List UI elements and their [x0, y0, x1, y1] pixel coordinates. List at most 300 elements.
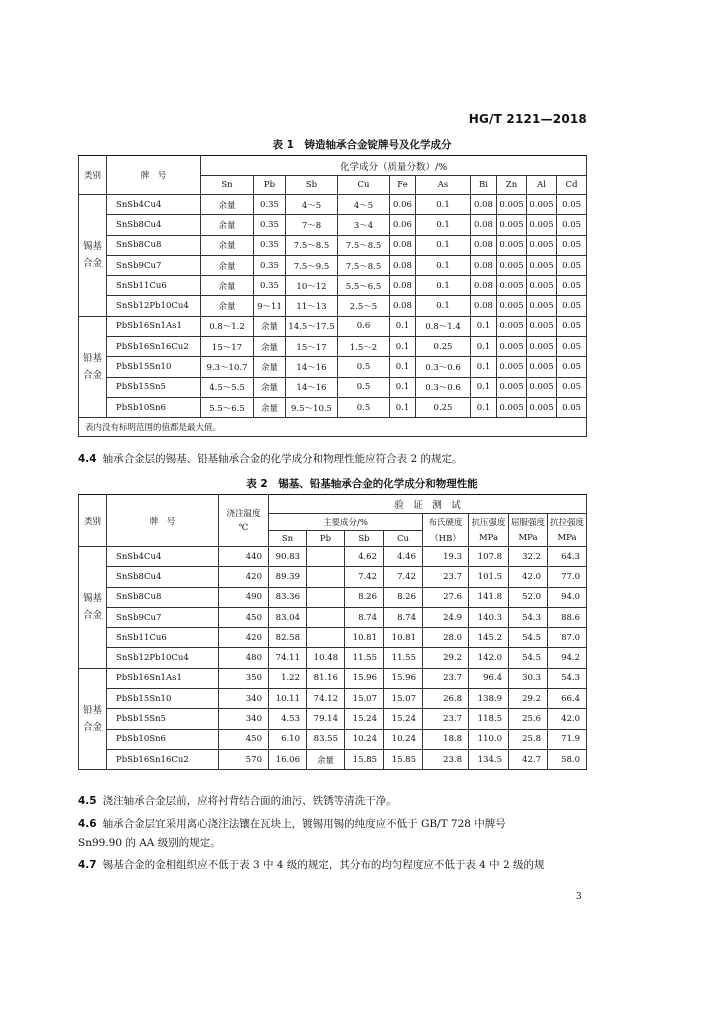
page-number: 3 — [576, 892, 582, 902]
t1-cell: 0.08 — [471, 215, 497, 235]
t1-cell: 0.08 — [471, 296, 497, 316]
table-row — [79, 377, 587, 397]
t1-cell: 15～17 — [286, 337, 338, 357]
table-row — [79, 397, 587, 417]
t2-cell: 340 — [219, 709, 269, 729]
t2-cell: 340 — [219, 689, 269, 709]
table-row — [79, 689, 587, 709]
t1-head-element: Cu — [338, 176, 390, 195]
t1-cell: 余量 — [201, 235, 254, 255]
t1-cell: 余量 — [254, 377, 286, 397]
t1-cell: 7.5～9.5 — [286, 255, 338, 275]
t2-head-element: Pb — [307, 531, 345, 547]
t1-cell: 14.5～17.5 — [286, 316, 338, 336]
section-number: 4.4 — [78, 453, 97, 465]
t2-cell: 64.3 — [548, 547, 587, 567]
t1-cell: 0.005 — [497, 316, 527, 336]
t2-cell: 16.06 — [269, 749, 307, 769]
t1-cell: 0.05 — [557, 276, 587, 296]
t2-cell: 28.0 — [423, 628, 469, 648]
t1-cell: 4～5 — [286, 195, 338, 215]
t1-grade: SnSb8Cu4 — [107, 215, 201, 235]
t2-cell: 23.7 — [423, 709, 469, 729]
t2-head-temp-unit: ℃ — [238, 522, 249, 533]
table-row — [79, 709, 587, 729]
t2-cell: 58.0 — [548, 749, 587, 769]
t2-cell: 142.0 — [469, 648, 509, 668]
t1-cell: 0.005 — [497, 377, 527, 397]
t2-cell: 42.0 — [509, 567, 548, 587]
t1-cell: 0.35 — [254, 276, 286, 296]
category-line: 铅基 — [82, 705, 102, 717]
t1-head-category: 类别 — [79, 156, 107, 195]
t2-cell: 101.5 — [469, 567, 509, 587]
t2-cell: 54.5 — [509, 648, 548, 668]
t1-cell: 0.6 — [338, 316, 390, 336]
t1-cell: 0.06 — [390, 195, 416, 215]
t2-cell: 7.42 — [345, 567, 384, 587]
t1-grade: PbSb15Sn10 — [107, 357, 201, 377]
t2-cell: 54.5 — [509, 628, 548, 648]
t2-cell: 23.7 — [423, 567, 469, 587]
t1-cell: 0.08 — [390, 296, 416, 316]
t1-cell: 14～16 — [286, 377, 338, 397]
t2-cell: 11.55 — [345, 648, 384, 668]
t1-grade: SnSb12Pb10Cu4 — [107, 296, 201, 316]
section-4-6-cont — [78, 835, 221, 850]
t2-cell: 23.7 — [423, 668, 469, 688]
table-row — [79, 587, 587, 607]
t1-cell: 余量 — [201, 276, 254, 296]
t1-cell: 0.005 — [497, 255, 527, 275]
t1-cell: 0.005 — [497, 215, 527, 235]
t2-cell: 15.07 — [384, 689, 423, 709]
t1-cell: 0.005 — [497, 397, 527, 417]
t1-cell: 0.35 — [254, 255, 286, 275]
t1-cell: 0.3～0.6 — [416, 357, 471, 377]
t2-cell: 4.62 — [345, 547, 384, 567]
t2-cell: 140.3 — [469, 607, 509, 627]
t2-cell: 8.74 — [345, 607, 384, 627]
t2-cell: 23.8 — [423, 749, 469, 769]
table-row — [79, 357, 587, 377]
t1-grade: PbSb10Sn6 — [107, 397, 201, 417]
table-row — [79, 729, 587, 749]
t2-cell: 15.24 — [384, 709, 423, 729]
section-4-6 — [78, 816, 506, 831]
t2-cell: 10.81 — [345, 628, 384, 648]
t1-cell: 0.05 — [557, 397, 587, 417]
t2-cell — [307, 567, 345, 587]
t2-cell: 7.42 — [384, 567, 423, 587]
t1-cell: 4～5 — [338, 195, 390, 215]
t1-cell: 14～16 — [286, 357, 338, 377]
t2-grade: SnSb12Pb10Cu4 — [107, 648, 219, 668]
t2-cell: 4.46 — [384, 547, 423, 567]
t2-cell: 82.58 — [269, 628, 307, 648]
t1-cell: 0.08 — [390, 255, 416, 275]
t1-cell: 4.5～5.5 — [201, 377, 254, 397]
t1-cell: 0.005 — [497, 276, 527, 296]
t2-cell: 87.0 — [548, 628, 587, 648]
t2-cell: 134.5 — [469, 749, 509, 769]
section-text: 轴承合金层宜采用离心浇注法镶在瓦块上，镀锡用锡的纯度应不低于 GB/T 728 中牌号 — [102, 818, 506, 830]
table-row — [79, 195, 587, 215]
t2-head-yield: 屈服强度 — [509, 514, 548, 531]
t1-head-element: Al — [527, 176, 557, 195]
table1 — [78, 155, 587, 437]
t2-cell: 420 — [219, 567, 269, 587]
t1-cell: 余量 — [201, 195, 254, 215]
t1-cell: 余量 — [254, 316, 286, 336]
t1-head-element: As — [416, 176, 471, 195]
section-4-7 — [78, 857, 545, 872]
t2-head-mpa: MPa — [548, 531, 587, 547]
table-row — [79, 668, 587, 688]
t1-grade: SnSb11Cu6 — [107, 276, 201, 296]
t1-cell: 余量 — [201, 296, 254, 316]
t2-head-hardness: 布氏硬度 — [423, 514, 469, 531]
t1-grade: PbSb16Sn16Cu2 — [107, 337, 201, 357]
t2-cell: 89.39 — [269, 567, 307, 587]
t2-cell: 42.0 — [548, 709, 587, 729]
t2-cell: 480 — [219, 648, 269, 668]
t2-cell: 1.22 — [269, 668, 307, 688]
t2-cell: 15.85 — [345, 749, 384, 769]
t1-cell: 1.5～2 — [338, 337, 390, 357]
t1-cell: 0.005 — [497, 337, 527, 357]
standard-code: HG/T 2121—2018 — [468, 112, 587, 126]
t2-cell — [307, 587, 345, 607]
t1-cell: 0.1 — [390, 377, 416, 397]
t2-cell: 94.2 — [548, 648, 587, 668]
t2-cell: 15.96 — [345, 668, 384, 688]
t2-grade: PbSb10Sn6 — [107, 729, 219, 749]
t2-grade: SnSb9Cu7 — [107, 607, 219, 627]
t2-cell — [307, 628, 345, 648]
t1-cell: 余量 — [254, 337, 286, 357]
t2-grade: PbSb16Sn1As1 — [107, 668, 219, 688]
t2-head-grade: 牌 号 — [107, 495, 219, 547]
t1-head-composition: 化学成分（质量分数）/% — [201, 156, 587, 176]
t2-cell: 25.8 — [509, 729, 548, 749]
t2-cell: 8.26 — [384, 587, 423, 607]
t1-cell: 0.005 — [527, 357, 557, 377]
t1-cell: 0.005 — [527, 377, 557, 397]
t2-cell: 81.16 — [307, 668, 345, 688]
table2 — [78, 494, 587, 770]
t1-cell: 0.05 — [557, 255, 587, 275]
table-row — [79, 749, 587, 769]
t1-cell: 11～13 — [286, 296, 338, 316]
t1-cell: 0.05 — [557, 357, 587, 377]
t1-cell: 余量 — [254, 397, 286, 417]
t2-cell: 83.04 — [269, 607, 307, 627]
t2-cell: 54.3 — [509, 607, 548, 627]
t1-grade: SnSb9Cu7 — [107, 255, 201, 275]
t1-cell: 0.35 — [254, 195, 286, 215]
t2-grade: SnSb8Cu8 — [107, 587, 219, 607]
table-row — [79, 255, 587, 275]
t2-cell: 145.2 — [469, 628, 509, 648]
t1-cell: 9.5～10.5 — [286, 397, 338, 417]
t1-cell: 余量 — [254, 357, 286, 377]
t2-cell: 570 — [219, 749, 269, 769]
t1-category — [79, 195, 107, 317]
t2-cell: 18.8 — [423, 729, 469, 749]
t2-cell: 77.0 — [548, 567, 587, 587]
t1-cell: 0.1 — [390, 337, 416, 357]
t2-category — [79, 668, 107, 769]
t1-cell: 0.005 — [497, 357, 527, 377]
t2-cell: 450 — [219, 729, 269, 749]
t1-cell: 0.35 — [254, 235, 286, 255]
t2-cell — [307, 607, 345, 627]
t2-grade: SnSb11Cu6 — [107, 628, 219, 648]
table-row — [79, 547, 587, 567]
t2-head-temp — [219, 495, 269, 547]
t1-cell: 0.05 — [557, 337, 587, 357]
t1-cell: 7.5～8.5 — [338, 235, 390, 255]
t1-cell: 0.08 — [471, 276, 497, 296]
t2-head-mpa: MPa — [509, 531, 548, 547]
t1-cell: 0.8～1.4 — [416, 316, 471, 336]
t1-head-grade: 牌 号 — [107, 156, 201, 195]
t2-cell: 8.74 — [384, 607, 423, 627]
t1-cell: 0.005 — [527, 215, 557, 235]
t2-cell: 350 — [219, 668, 269, 688]
t2-cell: 110.0 — [469, 729, 509, 749]
t1-cell: 0.1 — [416, 235, 471, 255]
t1-cell: 0.08 — [390, 276, 416, 296]
table-row — [79, 628, 587, 648]
t1-cell: 0.005 — [527, 316, 557, 336]
t1-cell: 0.5 — [338, 357, 390, 377]
t1-head-element: Bi — [471, 176, 497, 195]
t1-cell: 0.08 — [471, 195, 497, 215]
category-line: 合金 — [82, 722, 102, 734]
category-line: 铅基 — [82, 353, 102, 365]
t2-category — [79, 547, 107, 669]
t1-cell: 5.5～6.5 — [201, 397, 254, 417]
t1-cell: 0.08 — [471, 235, 497, 255]
t1-cell: 0.1 — [471, 397, 497, 417]
t2-cell: 25.6 — [509, 709, 548, 729]
section-4-4 — [78, 451, 462, 466]
table-row — [79, 276, 587, 296]
t2-head-temp-label: 浇注温度 — [226, 508, 261, 519]
t1-cell: 5.5～6.5 — [338, 276, 390, 296]
t2-cell: 71.9 — [548, 729, 587, 749]
t1-cell: 0.1 — [390, 316, 416, 336]
t2-cell: 138.9 — [469, 689, 509, 709]
table-row — [79, 296, 587, 316]
t1-grade: PbSb15Sn5 — [107, 377, 201, 397]
t2-head-mpa: MPa — [469, 531, 509, 547]
t1-cell: 0.005 — [497, 296, 527, 316]
t2-cell: 32.2 — [509, 547, 548, 567]
t1-cell: 0.35 — [254, 215, 286, 235]
t2-cell: 10.81 — [384, 628, 423, 648]
t2-cell: 90.83 — [269, 547, 307, 567]
t1-cell: 0.1 — [416, 255, 471, 275]
t1-category — [79, 316, 107, 417]
t1-head-element: Pb — [254, 176, 286, 195]
t2-cell: 30.3 — [509, 668, 548, 688]
table2-title: 表 2 锡基、铅基轴承合金的化学成分和物理性能 — [246, 478, 478, 490]
t2-cell: 79.14 — [307, 709, 345, 729]
t2-cell: 27.6 — [423, 587, 469, 607]
t2-grade: SnSb4Cu4 — [107, 547, 219, 567]
t1-cell: 0.005 — [527, 397, 557, 417]
category-line: 合金 — [82, 610, 102, 622]
t1-cell: 0.1 — [416, 195, 471, 215]
table-row — [79, 648, 587, 668]
t2-cell: 94.0 — [548, 587, 587, 607]
t1-cell: 7～8 — [286, 215, 338, 235]
t2-grade: PbSb15Sn10 — [107, 689, 219, 709]
t2-cell: 107.8 — [469, 547, 509, 567]
t1-cell: 7.5～8.5 — [338, 255, 390, 275]
t2-cell: 26.8 — [423, 689, 469, 709]
t1-grade: PbSb16Sn1As1 — [107, 316, 201, 336]
t1-head-element: Sn — [201, 176, 254, 195]
t2-cell: 66.4 — [548, 689, 587, 709]
t2-cell: 29.2 — [509, 689, 548, 709]
t1-cell: 0.005 — [527, 195, 557, 215]
t1-cell: 0.08 — [390, 235, 416, 255]
t2-cell: 52.0 — [509, 587, 548, 607]
t2-head-main: 主要成分/% — [269, 514, 423, 531]
t1-cell: 0.1 — [416, 296, 471, 316]
table-row — [79, 215, 587, 235]
t2-cell: 15.24 — [345, 709, 384, 729]
t1-cell: 0.1 — [416, 276, 471, 296]
section-text: 锡基合金的金相组织应不低于表 3 中 4 级的规定，其分布的均匀程度应不低于表 4 中 2 级的规 — [102, 859, 545, 871]
t1-cell: 0.06 — [390, 215, 416, 235]
t2-cell: 4.53 — [269, 709, 307, 729]
t1-cell: 0.005 — [497, 195, 527, 215]
table1-title: 表 1 铸造轴承合金锭牌号及化学成分 — [272, 139, 452, 151]
category-line: 锡基 — [82, 593, 102, 605]
t2-cell: 490 — [219, 587, 269, 607]
t1-cell: 7.5～8.5 — [286, 235, 338, 255]
t2-cell: 141.8 — [469, 587, 509, 607]
t2-cell: 83.55 — [307, 729, 345, 749]
t1-grade: SnSb8Cu8 — [107, 235, 201, 255]
t2-cell: 420 — [219, 628, 269, 648]
t2-cell: 88.6 — [548, 607, 587, 627]
t2-cell: 10.24 — [384, 729, 423, 749]
section-4-5 — [78, 793, 397, 808]
t2-cell: 74.11 — [269, 648, 307, 668]
t1-cell: 0.005 — [527, 276, 557, 296]
t1-cell: 0.05 — [557, 377, 587, 397]
t1-cell: 0.25 — [416, 337, 471, 357]
t2-head-element: Sb — [345, 531, 384, 547]
t2-head-element: Cu — [384, 531, 423, 547]
t2-cell: 余量 — [307, 749, 345, 769]
t1-cell: 3～4 — [338, 215, 390, 235]
t1-cell: 15～17 — [201, 337, 254, 357]
t2-head-element: Sn — [269, 531, 307, 547]
t1-cell: 0.005 — [527, 255, 557, 275]
t2-cell: 10.24 — [345, 729, 384, 749]
t1-cell: 0.005 — [527, 296, 557, 316]
t2-cell: 10.11 — [269, 689, 307, 709]
table-row — [79, 607, 587, 627]
t2-cell: 19.3 — [423, 547, 469, 567]
t1-cell: 0.1 — [471, 337, 497, 357]
t1-cell: 0.05 — [557, 296, 587, 316]
t1-grade: SnSb4Cu4 — [107, 195, 201, 215]
t1-head-element: Cd — [557, 176, 587, 195]
t1-head-element: Sb — [286, 176, 338, 195]
t1-cell: 0.1 — [390, 397, 416, 417]
t1-cell: 0.25 — [416, 397, 471, 417]
t1-cell: 0.5 — [338, 377, 390, 397]
t1-cell: 0.5 — [338, 397, 390, 417]
t2-cell: 10.48 — [307, 648, 345, 668]
t1-cell: 0.1 — [471, 316, 497, 336]
t1-cell: 0.1 — [416, 215, 471, 235]
t2-cell: 6.10 — [269, 729, 307, 749]
table-row — [79, 337, 587, 357]
table-row — [79, 316, 587, 336]
section-number: 4.7 — [78, 859, 97, 871]
t1-cell: 9～11 — [254, 296, 286, 316]
table-row — [79, 235, 587, 255]
category-line: 合金 — [82, 258, 102, 270]
t2-cell — [307, 547, 345, 567]
section-number: 4.5 — [78, 795, 97, 807]
t2-cell: 42.7 — [509, 749, 548, 769]
t2-cell: 24.9 — [423, 607, 469, 627]
t2-cell: 54.3 — [548, 668, 587, 688]
section-number: 4.6 — [78, 818, 97, 830]
t2-cell: 118.5 — [469, 709, 509, 729]
t1-note: 表内没有标明范围的值都是最大值。 — [79, 418, 587, 437]
t2-cell: 440 — [219, 547, 269, 567]
t2-cell: 15.96 — [384, 668, 423, 688]
t1-cell: 0.3～0.6 — [416, 377, 471, 397]
t1-cell: 0.005 — [527, 235, 557, 255]
t1-cell: 0.1 — [471, 357, 497, 377]
t2-head-hardness-unit: （HB） — [423, 531, 469, 547]
category-line: 锡基 — [82, 241, 102, 253]
t1-cell: 0.05 — [557, 316, 587, 336]
section-text: 浇注轴承合金层前，应将衬背结合面的油污、铁锈等清洗干净。 — [102, 795, 397, 807]
t2-cell: 15.85 — [384, 749, 423, 769]
t1-cell: 0.8～1.2 — [201, 316, 254, 336]
t1-cell: 0.05 — [557, 215, 587, 235]
t2-grade: PbSb16Sn16Cu2 — [107, 749, 219, 769]
section-text: Sn99.90 的 AA 级别的规定。 — [78, 837, 221, 849]
t1-cell: 0.08 — [471, 255, 497, 275]
t1-cell: 0.1 — [471, 377, 497, 397]
t2-grade: SnSb8Cu4 — [107, 567, 219, 587]
t2-head-category: 类别 — [79, 495, 107, 547]
t2-cell: 74.12 — [307, 689, 345, 709]
t2-grade: PbSb15Sn5 — [107, 709, 219, 729]
table-row — [79, 567, 587, 587]
t2-head-tensile: 抗拉强度 — [548, 514, 587, 531]
t2-cell: 96.4 — [469, 668, 509, 688]
t1-cell: 余量 — [201, 255, 254, 275]
category-line: 合金 — [82, 370, 102, 382]
t1-cell: 0.05 — [557, 235, 587, 255]
t2-head-test: 验 证 测 试 — [269, 495, 587, 514]
